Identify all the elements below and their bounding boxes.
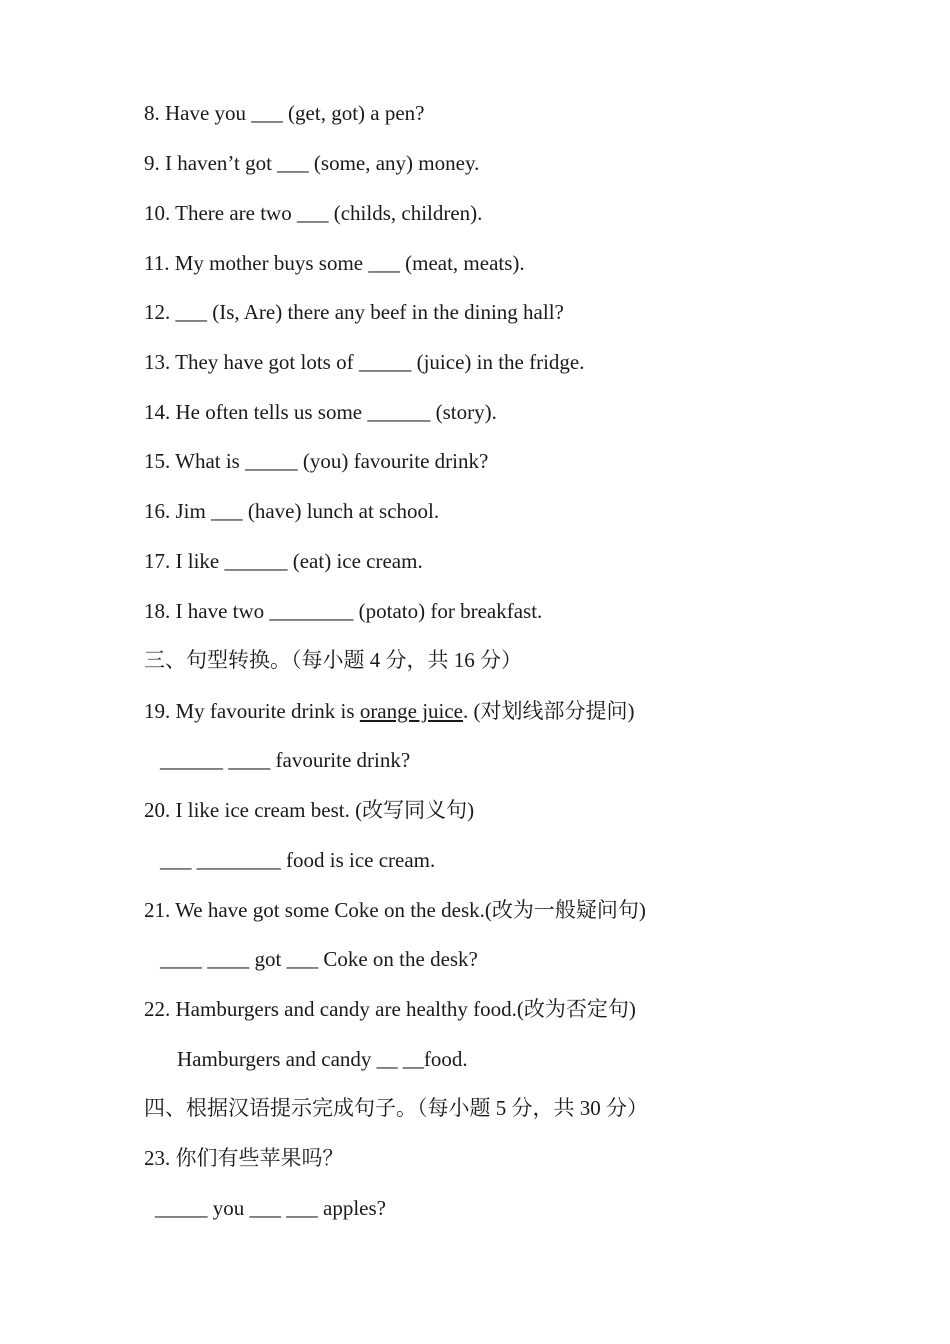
question-16: 16. Jim ___ (have) lunch at school.: [144, 499, 440, 523]
section-3-heading: 三、句型转换。（每小题 4 分，共 16 分）: [144, 648, 522, 672]
question-15: 15. What is _____ (you) favourite drink?: [144, 449, 489, 473]
question-22-answer: Hamburgers and candy __ __food.: [177, 1047, 468, 1071]
question-12: 12. ___ (Is, Are) there any beef in the dining hall?: [144, 300, 564, 324]
question-23-answer: _____ you ___ ___ apples?: [155, 1196, 386, 1220]
question-11: 11. My mother buys some ___ (meat, meats).: [144, 251, 525, 275]
question-19-answer: ______ ____ favourite drink?: [160, 748, 411, 772]
question-23: 23. 你们有些苹果吗？: [144, 1146, 344, 1170]
question-19-underlined: orange juice: [359, 699, 464, 723]
section-4-heading: 四、根据汉语提示完成句子。（每小题 5 分，共 30 分）: [144, 1096, 648, 1120]
question-8: 8. Have you ___ (get, got) a pen?: [144, 101, 425, 125]
question-19: [144, 698, 635, 724]
question-22: 22. Hamburgers and candy are healthy food.(改为否定句): [144, 997, 636, 1021]
question-13: 13. They have got lots of _____ (juice) in the fridge.: [144, 350, 585, 374]
question-19-suffix: . (对划线部分提问): [463, 699, 635, 723]
question-10: 10. There are two ___ (childs, children).: [144, 201, 483, 225]
question-20: 20. I like ice cream best. (改写同义句): [144, 798, 475, 822]
question-21: 21. We have got some Coke on the desk.(改为一般疑问句): [144, 898, 646, 922]
question-14: 14. He often tells us some ______ (story).: [144, 400, 497, 424]
question-21-answer: ____ ____ got ___ Coke on the desk?: [160, 947, 478, 971]
question-20-answer: ___ ________ food is ice cream.: [160, 848, 436, 872]
question-18: 18. I have two ________ (potato) for breakfast.: [144, 599, 543, 623]
question-9: 9. I haven’t got ___ (some, any) money.: [144, 151, 480, 175]
question-17: 17. I like ______ (eat) ice cream.: [144, 549, 423, 573]
question-19-prefix: 19. My favourite drink is: [144, 699, 360, 723]
